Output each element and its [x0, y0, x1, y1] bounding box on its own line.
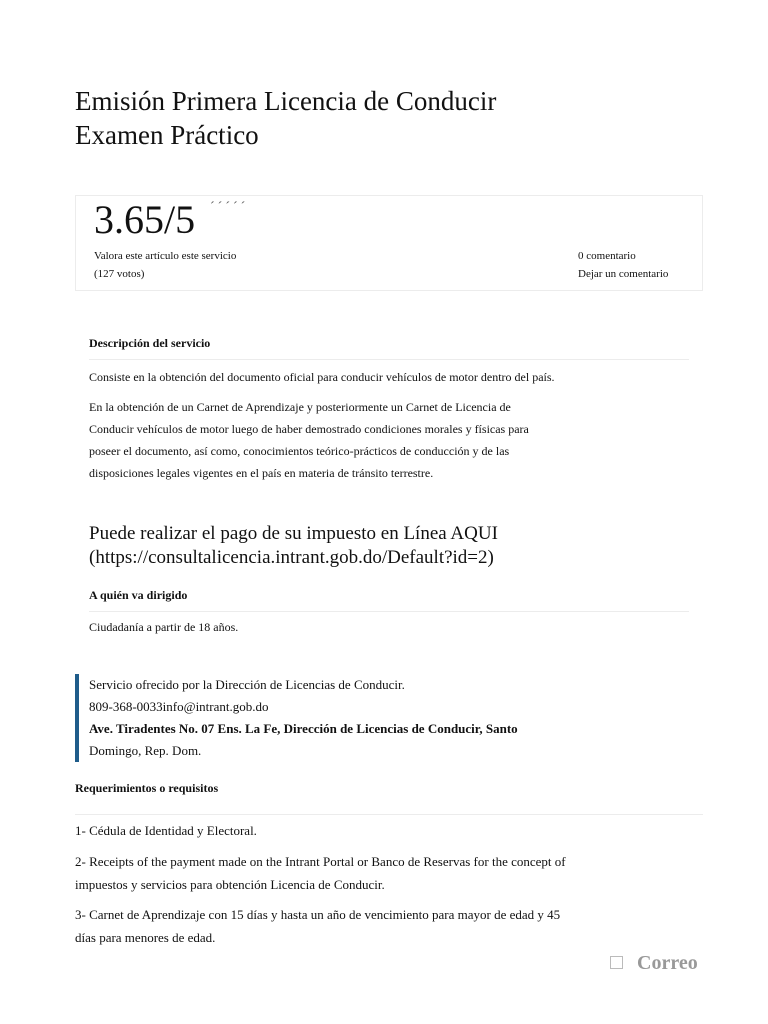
requirements-heading: Requerimientos o requisitos — [75, 781, 219, 795]
online-payment-link[interactable] — [89, 522, 689, 570]
description-p2-line-3: poseer el documento, así como, conocimientos teórico-prácticos de conducción y de las — [89, 444, 510, 458]
provider-contact: 809-368-0033info@intrant.gob.do — [89, 699, 269, 714]
rating-score: 3.65/5 — [94, 197, 196, 242]
rating-card — [75, 195, 703, 291]
requirement-2-line-1: 2- Receipts of the payment made on the Intrant Portal or Banco de Reservas for the concept of — [75, 854, 566, 869]
votes-count: (127 votos) — [94, 268, 145, 280]
title-line-2: Examen Práctico — [75, 120, 259, 150]
audience-section — [89, 588, 689, 638]
mail-icon — [610, 956, 623, 969]
payment-line-2[interactable]: (https://consultalicencia.intrant.gob.do/Default?id=2) — [89, 547, 494, 568]
requirement-3-line-2: días para menores de edad. — [75, 930, 216, 945]
email-share-button[interactable] — [610, 952, 698, 975]
requirements-divider — [75, 814, 703, 815]
rating-stars[interactable]: ´´´´´ — [210, 200, 249, 215]
description-paragraph-1: Consiste en la obtención del documento oficial para conducir vehículos de motor dentro del país. — [89, 370, 555, 384]
provider-address-bold: Ave. Tiradentes No. 07 Ens. La Fe, Dirección de Licencias de Conducir, Santo — [89, 721, 518, 736]
payment-line-1[interactable]: Puede realizar el pago de su impuesto en Línea AQUI — [89, 523, 498, 544]
provider-address-rest: Domingo, Rep. Dom. — [89, 743, 202, 758]
audience-text: Ciudadanía a partir de 18 años. — [89, 620, 239, 634]
provider-info — [75, 674, 589, 762]
requirement-item-1: 1- Cédula de Identidad y Electoral. — [75, 823, 257, 838]
email-button-label[interactable]: Correo — [637, 952, 698, 974]
page-title — [75, 84, 496, 152]
rate-label: Valora este artículo este servicio — [94, 250, 237, 262]
description-p2-line-1: En la obtención de un Carnet de Aprendizaje y posteriormente un Carnet de Licencia de — [89, 400, 511, 414]
description-section — [89, 336, 689, 484]
audience-heading: A quién va dirigido — [89, 588, 689, 612]
description-paragraph-2 — [89, 396, 689, 484]
requirement-item-2 — [75, 850, 635, 896]
title-line-1: Emisión Primera Licencia de Conducir — [75, 86, 497, 116]
requirement-3-line-1: 3- Carnet de Aprendizaje con 15 días y hasta un año de vencimiento para mayor de edad y 45 — [75, 907, 561, 922]
description-p2-line-4: disposiciones legales vigentes en el país en materia de tránsito terrestre. — [89, 466, 434, 480]
description-p2-line-2: Conducir vehículos de motor luego de haber demostrado condiciones morales y físicas para — [89, 422, 529, 436]
provider-offered-by: Servicio ofrecido por la Dirección de Licencias de Conducir. — [89, 677, 405, 692]
description-heading: Descripción del servicio — [89, 336, 689, 360]
requirement-item-3 — [75, 903, 635, 949]
requirement-2-line-2: impuestos y servicios para obtención Licencia de Conducir. — [75, 877, 385, 892]
leave-comment-link[interactable]: Dejar un comentario — [578, 268, 669, 280]
comments-count: 0 comentario — [578, 250, 636, 262]
